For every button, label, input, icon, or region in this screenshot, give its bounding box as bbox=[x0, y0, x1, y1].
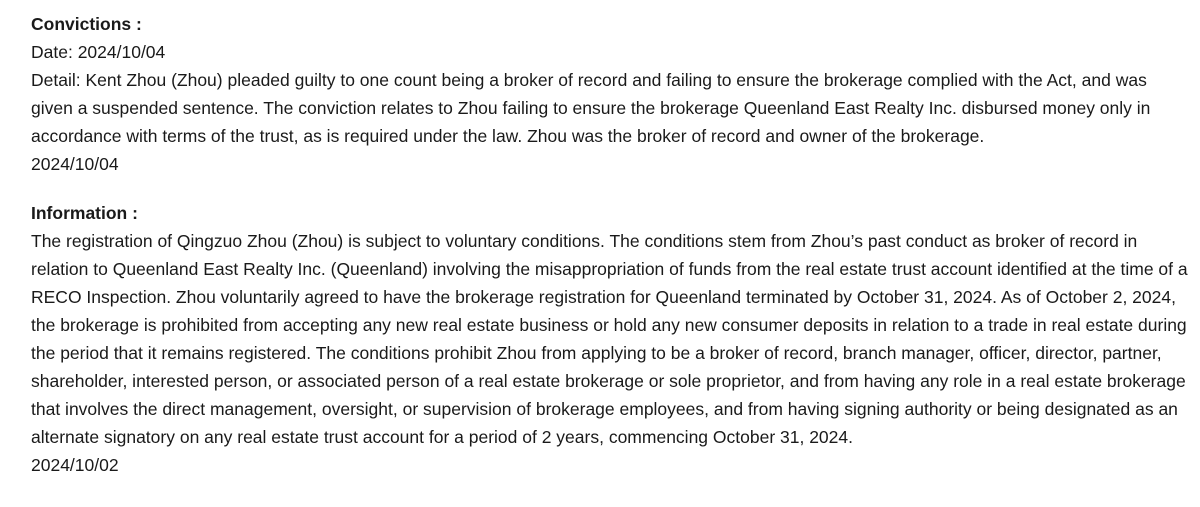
conviction-date: Date: 2024/10/04 bbox=[31, 42, 166, 62]
information-heading: Information : bbox=[31, 203, 138, 223]
convictions-heading: Convictions : bbox=[31, 14, 142, 34]
conviction-detail: Detail: Kent Zhou (Zhou) pleaded guilty to one count being a broker of record and failing to ensure the brokerage complied with the Act, and was given a suspended sentence. The conviction relates to Zhou failing to ensure the brokerage Queenland East Realty Inc. disbursed money only in accordance with terms of the trust, as is required under the law. Zhou was the broker of record and owner of the brokerage. bbox=[31, 70, 1151, 146]
information-section bbox=[31, 199, 1191, 479]
conviction-posted-date: 2024/10/04 bbox=[31, 154, 119, 174]
information-posted-date: 2024/10/02 bbox=[31, 455, 119, 475]
convictions-section bbox=[31, 10, 1191, 178]
information-body: The registration of Qingzuo Zhou (Zhou) is subject to voluntary conditions. The conditions stem from Zhou’s past conduct as broker of record in relation to Queenland East Realty Inc. (Queenland) involving the misappropriation of funds from the real estate trust account identified at the time of a RECO Inspection. Zhou voluntarily agreed to have the brokerage registration for Queenland terminated by October 31, 2024. As of October 2, 2024, the brokerage is prohibited from accepting any new real estate business or hold any new consumer deposits in relation to a trade in real estate during the period that it remains registered. The conditions prohibit Zhou from applying to be a broker of record, branch manager, officer, director, partner, shareholder, interested person, or associated person of a real estate brokerage or sole proprietor, and from having any role in a real estate brokerage that involves the direct management, oversight, or supervision of brokerage employees, and from having signing authority or being designated as an alternate signatory on any real estate trust account for a period of 2 years, commencing October 31, 2024. bbox=[31, 231, 1188, 447]
